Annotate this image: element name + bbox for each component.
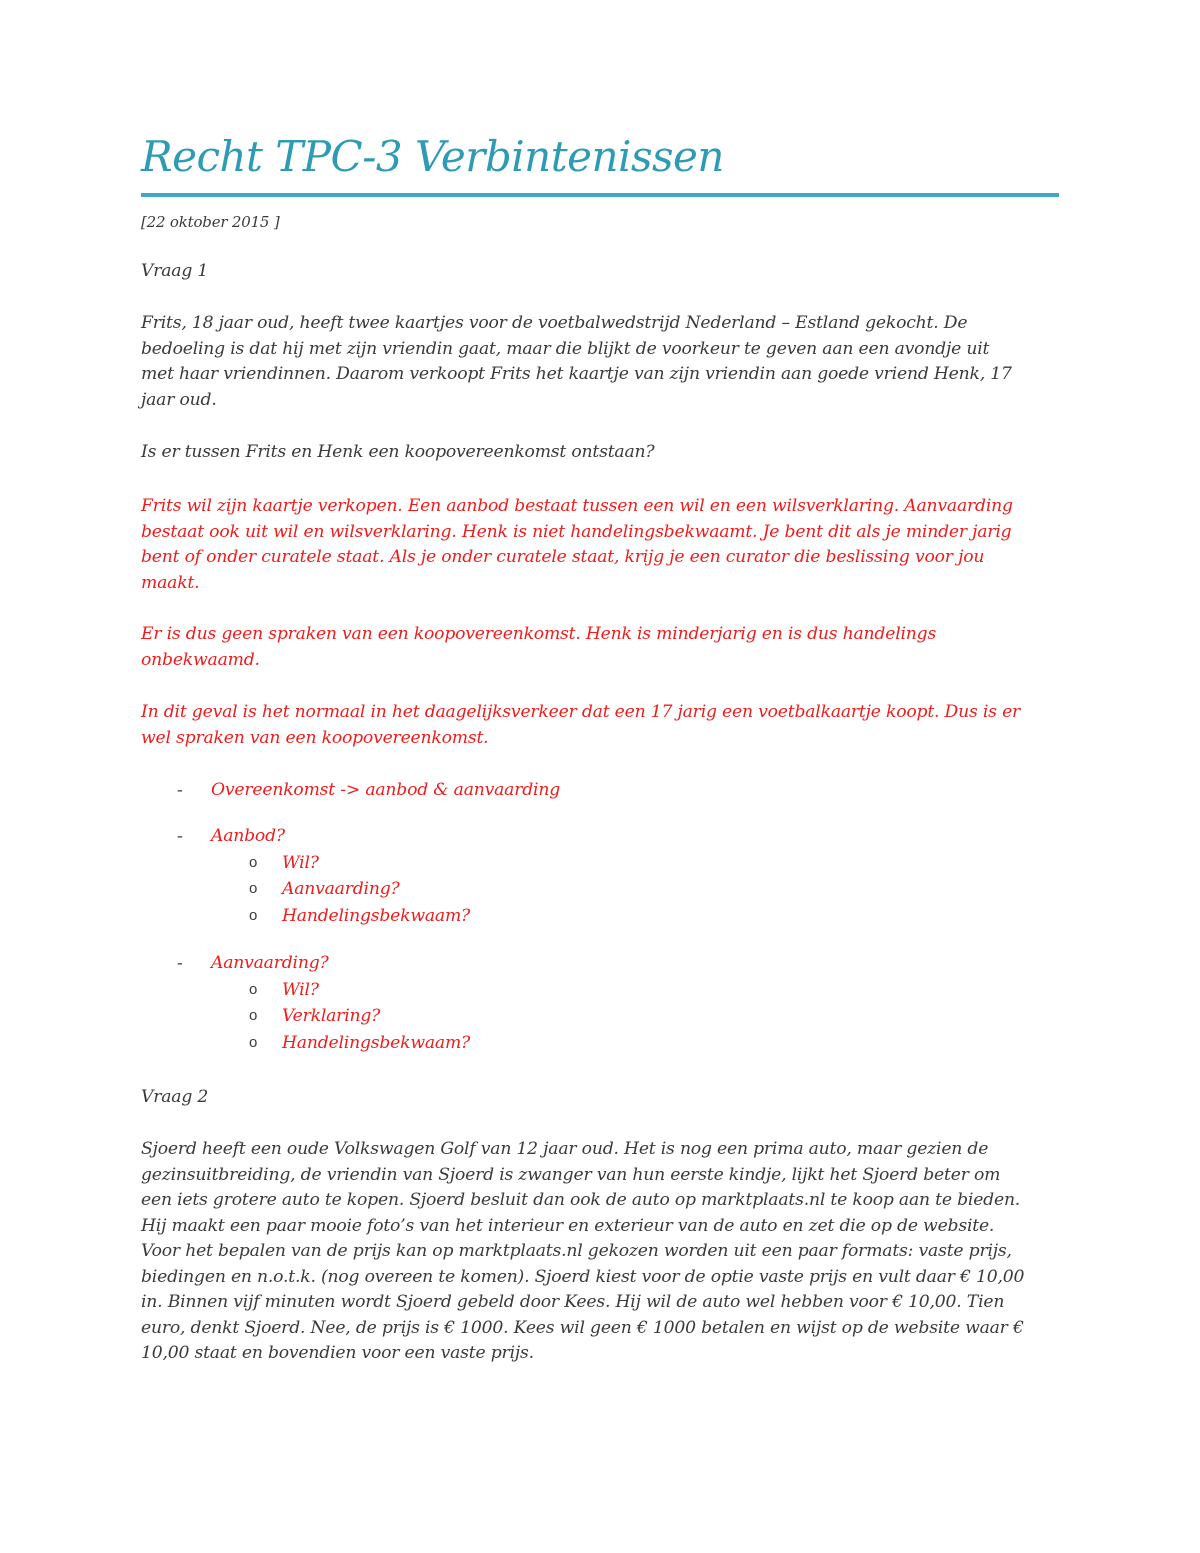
- answer-list: [141, 823, 1059, 929]
- list-item: [141, 950, 1059, 977]
- circle-bullet: o: [249, 880, 258, 897]
- list-item-label: Aanbod?: [211, 826, 285, 846]
- document-date: [22 oktober 2015 ]: [141, 213, 280, 231]
- vraag1-line: Frits, 18 jaar oud, heeft twee kaartjes voor de voetbalwedstrijd Nederland – Estland gekocht. De: [141, 313, 968, 333]
- answer-line: maakt.: [141, 572, 200, 593]
- answer-list: [141, 950, 1059, 1056]
- sub-list-item: [141, 903, 1059, 930]
- vraag1-line: met haar vriendinnen. Daarom verkoopt Frits het kaartje van zijn vriendin aan goede vriend Henk, 17: [141, 364, 1012, 384]
- sub-list-item-label: Aanvaarding?: [282, 879, 400, 899]
- answer-line: Er is dus geen spraken van een koopovereenkomst. Henk is minderjarig en is dus handelings: [141, 624, 937, 644]
- vraag2-line: Sjoerd heeft een oude Volkswagen Golf van 12 jaar oud. Het is nog een prima auto, maar gezien de: [141, 1139, 989, 1159]
- sub-list-item: [141, 850, 1059, 877]
- list-item: [141, 777, 1059, 804]
- vraag2-line: een iets grotere auto te kopen. Sjoerd besluit dan ook de auto op marktplaats.nl te koop aan te bieden.: [141, 1190, 1021, 1210]
- dash-bullet: -: [177, 953, 183, 972]
- vraag1-heading: Vraag 1: [141, 261, 209, 281]
- answer-paragraph-3: [141, 700, 1059, 751]
- dash-bullet: -: [177, 780, 183, 799]
- vraag1-paragraph: [141, 311, 1059, 413]
- vraag2-line: euro, denkt Sjoerd. Nee, de prijs is € 1000. Kees wil geen € 1000 betalen en wijst op de website waar €: [141, 1317, 1024, 1338]
- sub-list-item-label: Wil?: [282, 852, 319, 873]
- vraag1-question: Is er tussen Frits en Henk een koopovereenkomst ontstaan?: [141, 442, 655, 462]
- title-underline: [141, 193, 1059, 197]
- vraag1-line: jaar oud.: [141, 389, 217, 410]
- answer-line: In dit geval is het normaal in het daagelijksverkeer dat een 17 jarig een voetbalkaartje koopt. Dus is er: [141, 702, 1021, 722]
- list-item: [141, 823, 1059, 850]
- vraag2-line: Hij maakt een paar mooie foto’s van het interieur en exterieur van de auto en zet die op de website.: [141, 1215, 995, 1236]
- answer-paragraph-2: [141, 622, 1059, 673]
- list-item-label: Overeenkomst -> aanbod & aanvaarding: [211, 780, 561, 800]
- sub-list-item-label: Handelingsbekwaam?: [282, 1032, 471, 1053]
- sub-list-item-label: Handelingsbekwaam?: [282, 905, 471, 926]
- sub-list-item: [141, 1003, 1059, 1030]
- vraag2-line: Voor het bepalen van de prijs kan op marktplaats.nl gekozen worden uit een paar formats: vaste prijs,: [141, 1241, 1012, 1261]
- list-item-label: Aanvaarding?: [211, 953, 329, 973]
- sub-list-item-label: Verklaring?: [282, 1006, 381, 1026]
- vraag2-line: biedingen en n.o.t.k. (nog overeen te komen). Sjoerd kiest voor de optie vaste prijs en vult daar € 10,00: [141, 1266, 1025, 1287]
- answer-line: bestaat ook uit wil en wilsverklaring. Henk is niet handelingsbekwaamt. Je bent dit als je minder jarig: [141, 521, 1012, 542]
- sub-list-item-label: Wil?: [282, 979, 319, 1000]
- answer-line: onbekwaamd.: [141, 649, 260, 670]
- answer-paragraph-1: [141, 494, 1059, 596]
- document-title: Recht TPC-3 Verbintenissen: [141, 132, 724, 181]
- circle-bullet: o: [249, 853, 258, 871]
- vraag2-heading: Vraag 2: [141, 1087, 209, 1107]
- vraag2-line: gezinsuitbreiding, de vriendin van Sjoerd is zwanger van hun eerste kindje, lijkt het Sjoerd beter om: [141, 1164, 1001, 1185]
- sub-list-item: [141, 1030, 1059, 1057]
- circle-bullet: o: [249, 980, 258, 998]
- circle-bullet: o: [249, 906, 258, 924]
- answer-line: Frits wil zijn kaartje verkopen. Een aanbod bestaat tussen een wil en een wilsverklaring. Aanvaarding: [141, 496, 1013, 516]
- circle-bullet: o: [249, 1033, 258, 1051]
- vraag2-line: in. Binnen vijf minuten wordt Sjoerd gebeld door Kees. Hij wil de auto wel hebben voor € 10,00. Tien: [141, 1292, 1005, 1312]
- sub-list-item: [141, 977, 1059, 1004]
- circle-bullet: o: [249, 1007, 258, 1024]
- sub-list-item: [141, 876, 1059, 903]
- answer-line: wel spraken van een koopovereenkomst.: [141, 727, 489, 748]
- vraag2-line: 10,00 staat en bovendien voor een vaste prijs.: [141, 1343, 534, 1363]
- dash-bullet: -: [177, 826, 183, 845]
- answer-line: bent of onder curatele staat. Als je onder curatele staat, krijg je een curator die beslissing voor jou: [141, 547, 985, 567]
- answer-list: [141, 777, 1059, 804]
- vraag2-paragraph: [141, 1137, 1059, 1367]
- vraag1-line: bedoeling is dat hij met zijn vriendin gaat, maar die blijkt de voorkeur te geven aan een avondje uit: [141, 338, 990, 359]
